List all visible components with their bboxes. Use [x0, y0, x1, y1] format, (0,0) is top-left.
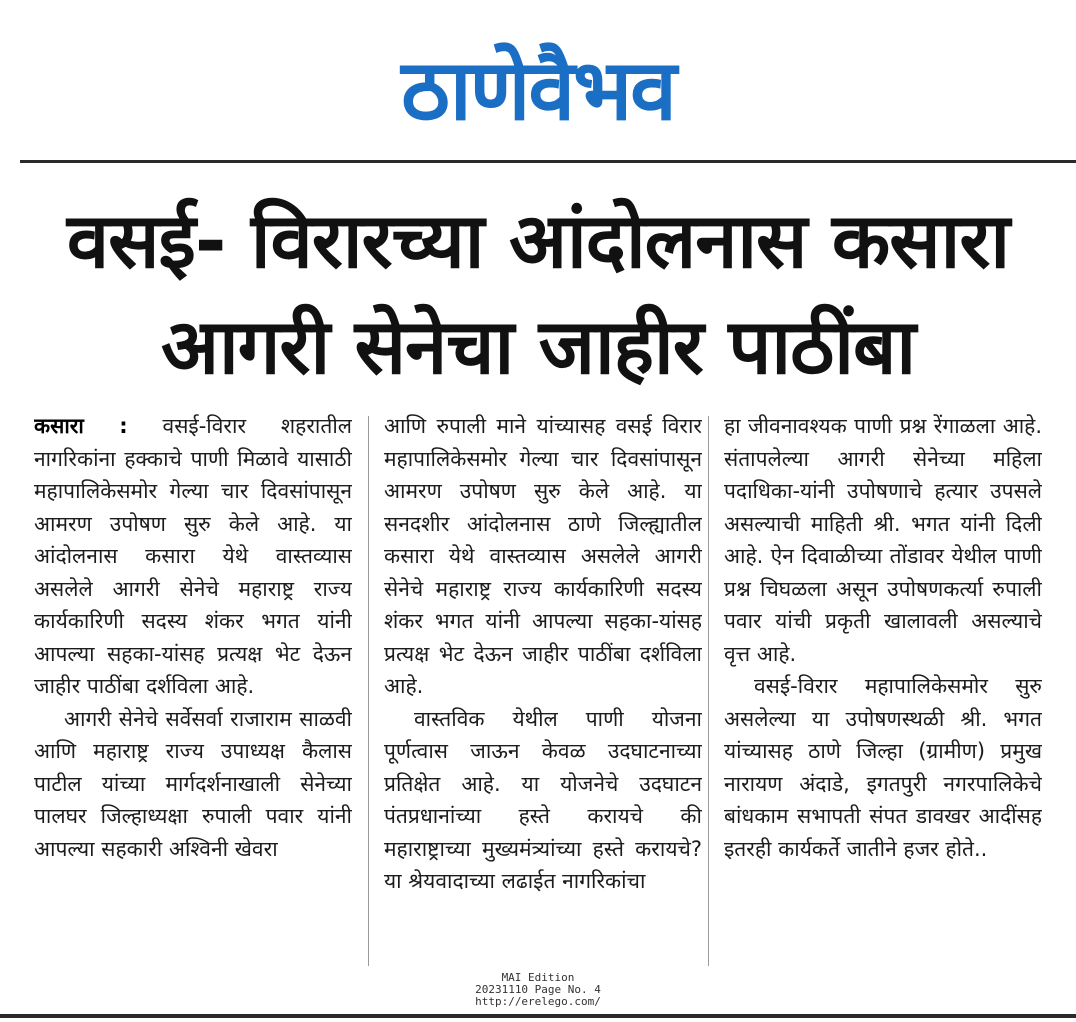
headline-line-1: वसई- विरारच्या आंदोलनास कसारा	[66, 196, 1010, 285]
edition-info	[0, 972, 1076, 1008]
column-divider	[368, 416, 369, 966]
article-paragraph	[34, 410, 352, 703]
article-paragraph: हा जीवनावश्यक पाणी प्रश्न रेंगाळला आहे. संतापलेल्या आगरी सेनेच्या महिला पदाधिका-यांनी उपोषणाचे हत्यार उपसले असल्याची माहिती श्री. भगत यांनी दिली आहे. ऐन दिवाळीच्या तोंडावर येथील पाणी प्रश्न चिघळला असून उपोषणकर्त्या रुपाली पवार यांची प्रकृती खालावली असल्याचे वृत्त आहे.	[724, 414, 1042, 666]
article-column-3	[724, 410, 1042, 970]
dateline: कसारा :	[34, 414, 128, 438]
article-paragraph: वसई-विरार महापालिकेसमोर सुरु असलेल्या या उपोषणस्थळी श्री. भगत यांच्यासह ठाणे जिल्हा (ग्रामीण) प्रमुख नारायण अंदाडे, इगतपुरी नगरपालिकेचे बांधकाम सभापती संपत डावखर आदींसह इतरही कार्यकर्ते जातीने हजर होते..	[724, 674, 1042, 861]
edition-url: http://erelego.com/	[475, 995, 601, 1008]
newspaper-logo: ठाणेवैभव	[401, 41, 675, 139]
article-body	[34, 410, 1054, 970]
footer-divider	[0, 1014, 1076, 1018]
masthead-divider	[20, 160, 1076, 163]
edition-date-page: 20231110 Page No. 4	[475, 983, 601, 996]
column-divider	[708, 416, 709, 966]
article-headline	[20, 188, 1056, 400]
masthead	[0, 40, 1076, 140]
article-column-1	[34, 410, 352, 970]
article-paragraph: आणि रुपाली माने यांच्यासह वसई विरार महापालिकेसमोर गेल्या चार दिवसांपासून आमरण उपोषण सुरु केले आहे. या सनदशीर आंदोलनास ठाणे जिल्ह्यातील कसारा येथे वास्तव्यास असलेले आगरी सेनेचे महाराष्ट्र राज्य कार्यकारिणी सदस्य शंकर भगत यांनी आपल्या सहका-यांसह प्रत्यक्ष भेट देऊन जाहीर पाठींबा दर्शविला आहे.	[384, 414, 702, 698]
article-paragraph: वास्तविक येथील पाणी योजना पूर्णत्वास जाऊन केवळ उदघाटनाच्या प्रतिक्षेत आहे. या योजनेचे उदघाटन पंतप्रधानांच्या हस्ते करायचे की महाराष्ट्राच्या मुख्यमंत्र्यांच्या हस्ते करायचे? या श्रेयवादाच्या लढाईत नागरिकांचा	[384, 706, 702, 893]
article-paragraph: आगरी सेनेचे सर्वेसर्वा राजाराम साळवी आणि महाराष्ट्र राज्य उपाध्यक्ष कैलास पाटील यांच्या मार्गदर्शनाखाली सेनेच्या पालघर जिल्हाध्यक्षा रुपाली पवार यांनी आपल्या सहकारी अश्विनी खेवरा	[34, 706, 352, 861]
edition-name: MAI Edition	[501, 971, 575, 984]
article-column-2	[384, 410, 702, 970]
paragraph-text: वसई-विरार शहरातील नागरिकांना हक्काचे पाणी मिळावे यासाठी महापालिकेसमोर गेल्या चार दिवसांपासून आमरण उपोषण सुरु केले आहे. या आंदोलनास कसारा येथे वास्तव्यास असलेले आगरी सेनेचे महाराष्ट्र राज्य कार्यकारिणी सदस्य शंकर भगत यांनी आपल्या सहका-यांसह प्रत्यक्ष भेट देऊन जाहीर पाठींबा दर्शविला आहे.	[34, 414, 352, 698]
headline-line-2: आगरी सेनेचा जाहीर पाठींबा	[160, 302, 916, 391]
